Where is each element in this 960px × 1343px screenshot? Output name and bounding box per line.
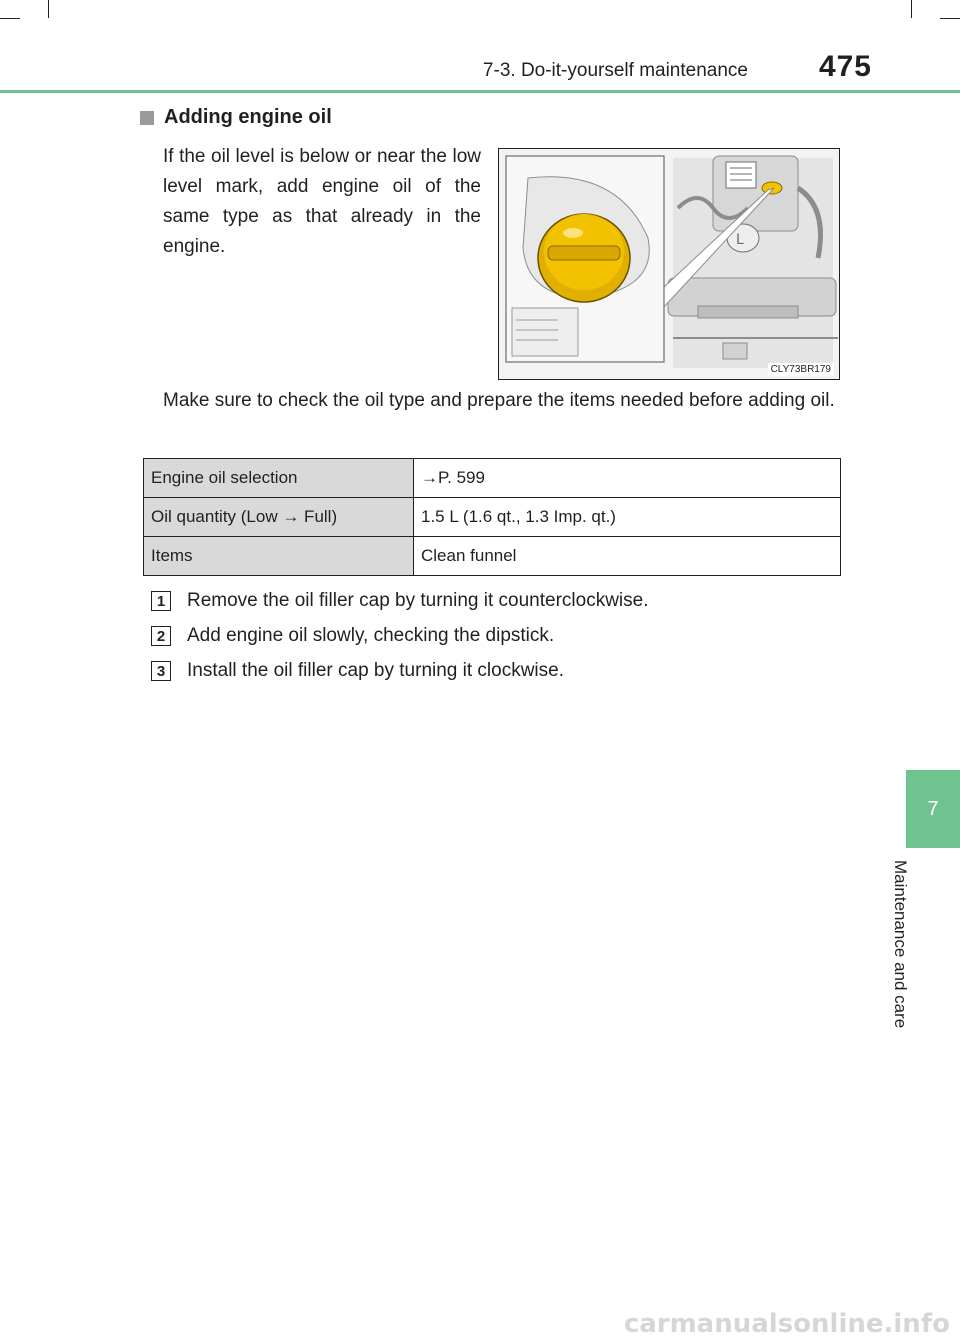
- step-text: Install the oil filler cap by turning it clockwise.: [187, 660, 564, 681]
- intro-paragraph: If the oil level is below or near the low level mark, add engine oil of the same type as that already in the engine.: [163, 146, 481, 257]
- table-label: Oil quantity (Low → Full): [144, 498, 414, 537]
- heading-text: Adding engine oil: [164, 106, 332, 128]
- watermark[interactable]: carmanualsonline.info: [623, 1309, 950, 1339]
- table-row: [144, 459, 841, 498]
- header-rule: [0, 90, 960, 93]
- step-text: Remove the oil filler cap by turning it counterclockwise.: [187, 590, 649, 611]
- step-1: [151, 590, 648, 612]
- crop-mark: [911, 0, 912, 18]
- table-row: [144, 537, 841, 576]
- engine-oil-cap-figure: [498, 148, 840, 380]
- table-value: Clean funnel: [414, 537, 841, 576]
- svg-text:L: L: [736, 232, 744, 248]
- crop-mark: [940, 18, 960, 19]
- step-number: 3: [151, 661, 171, 681]
- step-text: Add engine oil slowly, checking the dipstick.: [187, 625, 555, 646]
- section-title: 7-3. Do-it-yourself maintenance: [482, 60, 748, 81]
- step-2: [151, 625, 554, 647]
- square-bullet-icon: [140, 111, 154, 125]
- step-number: 1: [151, 591, 171, 611]
- oil-spec-table: [143, 458, 841, 576]
- figure-code: CLY73BR179: [768, 363, 834, 376]
- preparation-paragraph: Make sure to check the oil type and prepare the items needed before adding oil.: [163, 390, 835, 411]
- step-number: 2: [151, 626, 171, 646]
- step-3: [151, 660, 564, 682]
- table-value[interactable]: →P. 599: [414, 459, 841, 498]
- section-heading: [140, 106, 332, 129]
- chapter-title: Maintenance and care: [891, 860, 910, 1029]
- chapter-tab[interactable]: 7: [906, 770, 960, 848]
- table-label: Items: [144, 537, 414, 576]
- crop-mark: [0, 18, 20, 19]
- table-row: [144, 498, 841, 537]
- engine-illustration: [498, 148, 840, 380]
- table-label: Engine oil selection: [144, 459, 414, 498]
- page-number: 475: [818, 50, 872, 83]
- table-value: 1.5 L (1.6 qt., 1.3 Imp. qt.): [414, 498, 841, 537]
- crop-mark: [48, 0, 49, 18]
